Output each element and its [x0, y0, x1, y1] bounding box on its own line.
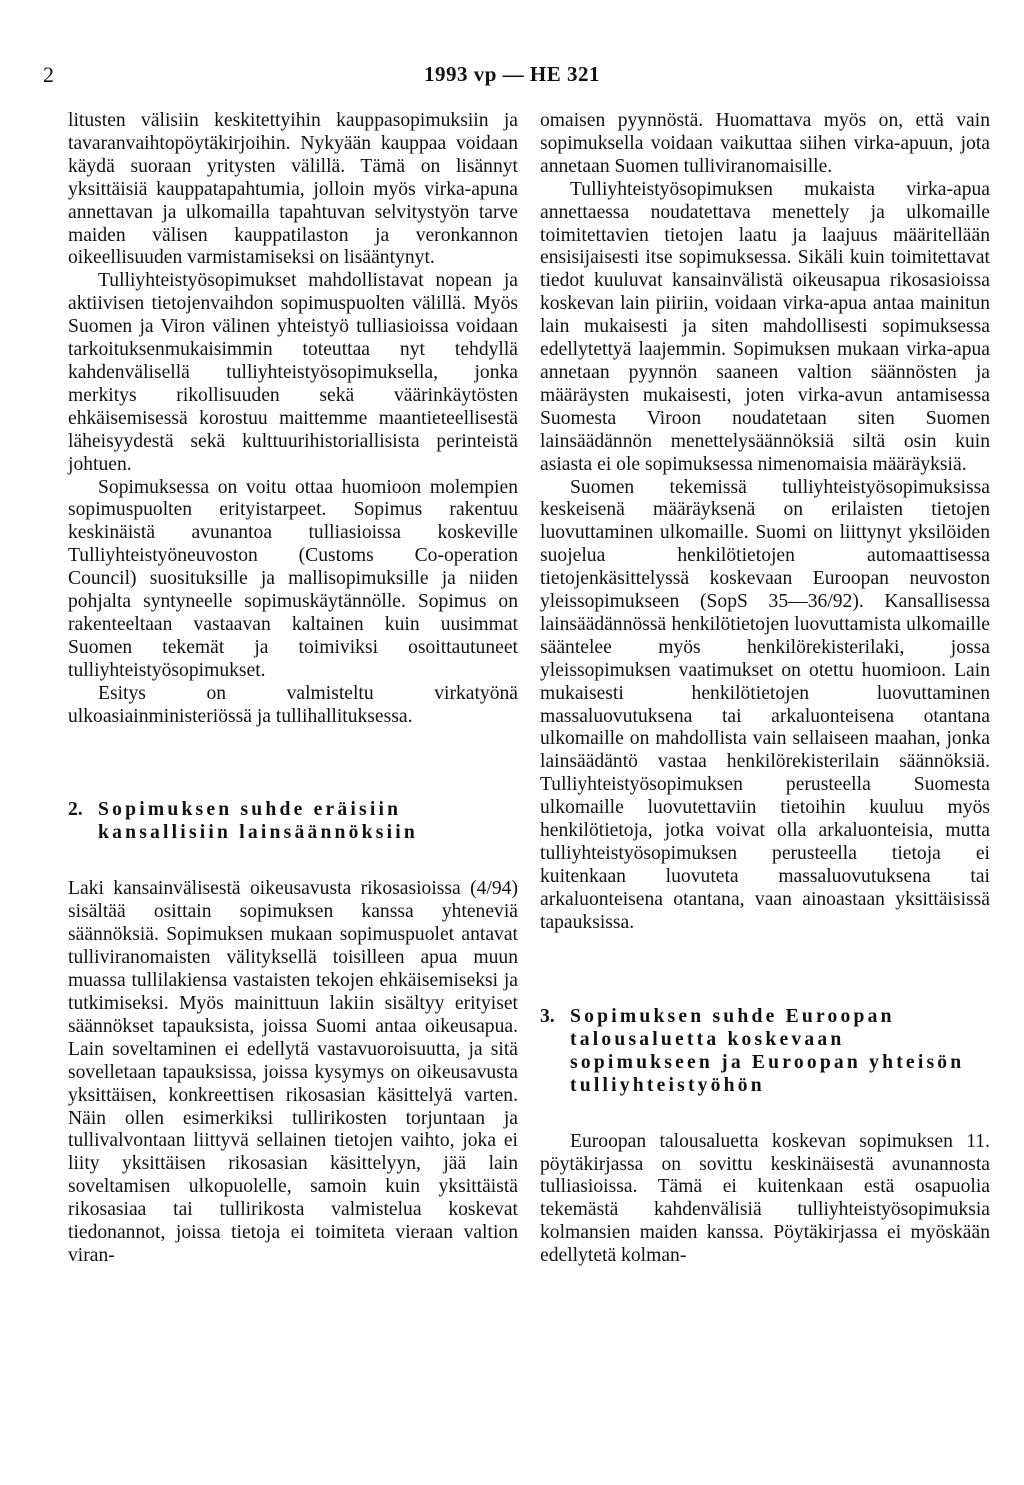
section-number: 3. — [540, 1005, 555, 1027]
right-column — [540, 110, 990, 1268]
running-head: 1993 vp — HE 321 — [423, 62, 601, 86]
paragraph: Tulliyhteistyösopimukset mahdollistavat nopean ja aktiivisen tietojenvaihdon sopimuspuolten välillä. Myös Suomen ja Viron välinen yhteistyö tulliasioissa voidaan tarkoituksenmukaisimmin toteuttaa nyt tehdyllä kahdenvälisellä tulliyhteistyösopimuksella, jonka merkitys rikollisuuden sekä väärinkäytösten ehkäisemisessä korostuu maittemme maantieteellisestä läheisyydestä sekä kulttuurihistoriallisista perinteistä johtuen. — [68, 270, 518, 475]
paragraph: Suomen tekemissä tulliyhteistyösopimuksissa keskeisenä määräyksenä on erilaisten tietojen luovuttaminen ulkomaille. Suomi on liittynyt yksilöiden suojelua henkilötietojen automaattisessa tietojenkäsittelyssä koskevaan Euroopan neuvoston yleissopimukseen (SopS 35—36/92). Kansallisessa lainsäädännössä henkilötietojen luovuttamista ulkomaille sääntelee myös henkilörekisterilaki, jossa yleissopimuksen vaatimukset on otettu huomioon. Lain mukaisesti henkilötietojen luovuttaminen massaluovutuksena tai arkaluonteisena otantana ulkomaille on mahdollista vain sellaiseen maahan, jonka lainsäädäntö vastaa henkilörekisterilain säännöksiä. Tulliyhteistyösopimuksen perusteella Suomesta ulkomaille luovutettaviin tietoihin kuuluu myös henkilötietoja, jotka voivat olla arkaluonteisia, mutta tulliyhteistyösopimuksen perusteella tietoja ei kuitenkaan luovuteta massaluovutuksena tai arkaluonteisena otantana, vaan ainoastaan yksittäisissä tapauksissa. — [540, 476, 990, 933]
section-title: Sopimuksen suhde eräisiin kansallisiin lainsäännöksiin — [98, 799, 418, 844]
left-column — [68, 110, 518, 1268]
paragraph: omaisen pyynnöstä. Huomattava myös on, että vain sopimuksella voidaan vaikuttaa siihen virka-apuun, jota annetaan Suomen tulliviranomaisille. — [540, 110, 990, 177]
paragraph: Esitys on valmisteltu virkatyönä ulkoasiainministeriössä ja tullihallituksessa. — [68, 682, 518, 727]
paragraph: Euroopan talousaluetta koskevan sopimuksen 11. pöytäkirjassa on sovittu keskinäisestä avunannosta tulliasioissa. Tämä ei kuitenkaan estä osapuolia tekemästä kahdenvälisiä tulliyhteistyösopimuksia kolmansien maiden kanssa. Pöytäkirjassa ei myöskään edellytetä kolman- — [540, 1130, 990, 1267]
section-heading — [540, 1005, 990, 1097]
section-heading — [68, 798, 518, 844]
paragraph: litusten välisiin keskitettyihin kauppasopimuksiin ja tavaranvaihtopöytäkirjoihin. Nykyään kauppaa voidaan käydä suoraan yritysten välillä. Tämä on lisännyt yksittäisiä kauppatapahtumia, jolloin myös virka-apuna annettavan ja ulkomailla tapahtuvan selvitystyön tarve maiden välisen kauppatilaston ja veronkannon oikeellisuuden varmistamiseksi on lisääntynyt. — [68, 110, 518, 269]
paragraph: Sopimuksessa on voitu ottaa huomioon molempien sopimuspuolten erityistarpeet. Sopimus rakentuu keskinäistä avunantoa tulliasioissa koskeville Tulliyhteistyöneuvoston (Customs Co-operation Council) suosituksille ja mallisopimuksille ja niiden pohjalta syntyneelle sopimuskäytännölle. Sopimus on rakenteeltaan vastaavan kaltainen kuin uusimmat Suomen tekemät ja toimiviksi osoittautuneet tulliyhteistyösopimukset. — [68, 476, 518, 681]
paragraph: Tulliyhteistyösopimuksen mukaista virka-apua annettaessa noudatettava menettely ja ulkomaille toimitettavien tietojen laatu ja laajuus määritellään ensisijaisesti itse sopimuksessa. Sikäli kuin toimitettavat tiedot kuuluvat kansainvälistä oikeusapua rikosasioissa koskevan lain piiriin, voidaan virka-apua antaa mainitun lain mukaisesti ja siten mahdollisesti sopimuksessa edellytettyä laajemmin. Sopimuksen mukaan virka-apua annetaan pyynnön saaneen valtion säännösten ja määräysten mukaisesti, joten virka-avun antamisessa Suomesta Viroon noudatetaan siten Suomen lainsäädännön menettelysäännöksiä siltä osin kuin asiasta ei ole sopimuksessa nimenomaisia määräyksiä. — [540, 178, 990, 475]
page-number: 2 — [43, 62, 54, 87]
paragraph: Laki kansainvälisestä oikeusavusta rikosasioissa (4/94) sisältää osittain sopimuksen kanssa yhteneviä säännöksiä. Sopimuksen mukaan sopimuspuolet antavat tulliviranomaisten välityksellä toisilleen apua muun muassa tullilakiensa vastaisten tekojen ehkäisemiseksi ja tutkimiseksi. Myös mainittuun lakiin sisältyy erityiset säännökset tapauksista, joissa Suomi antaa oikeusapua. Lain soveltaminen ei edellytä vastavuoroisuutta, ja sitä sovelletaan tapauksissa, joissa kysymys on oikeusavusta yksittäisen, konkreettisen rikosasian käsittelyä varten. Näin ollen esimerkiksi tullirikosten torjuntaan ja tullivalvontaan liittyvä sellainen tietojen vaihto, joka ei liity yksittäisen rikosasian käsittelyyn, jää lain soveltamisen ulkopuolelle, samoin kuin yksittäistä rikosasiaa tai tullirikosta valmistelua koskevat tiedonannot, joissa tietoja ei toimiteta vieraan valtion viran- — [68, 878, 518, 1266]
section-number: 2. — [68, 799, 83, 821]
section-title: Sopimuksen suhde Euroopan talousaluetta koskevaan sopimukseen ja Euroopan yhteisön tulliyhteistyöhön — [570, 1005, 965, 1096]
